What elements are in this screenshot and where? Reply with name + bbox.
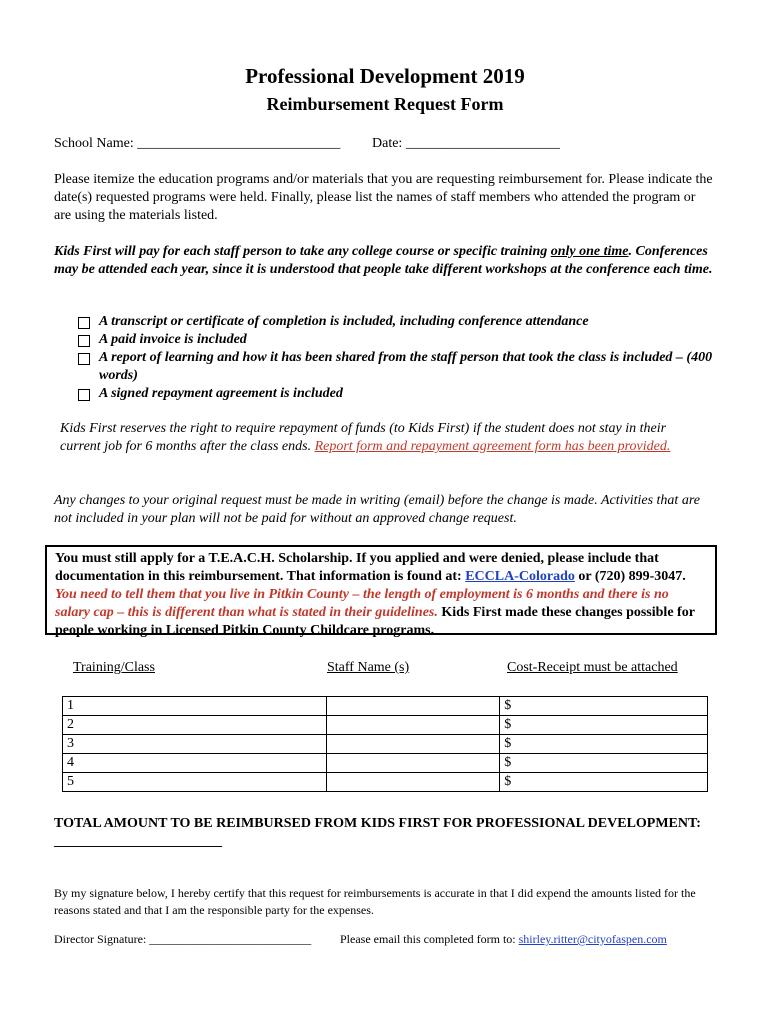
repayment-text: Kids First reserves the right to require repayment of funds (to Kids First) if the student does not stay in their current job for 6 months after the class ends. — [60, 421, 667, 454]
eccla-colorado-link[interactable]: ECCLA-Colorado — [465, 569, 575, 584]
notice-text-2: or (720) 899-3047. — [574, 569, 686, 584]
policy-text-2: . Conferences may be attended each year, since it is understood that people take different workshops at the conference each time. — [54, 244, 713, 277]
cost-cell[interactable]: $ — [500, 754, 708, 773]
training-table — [62, 696, 708, 792]
table-row — [63, 773, 708, 792]
checkbox[interactable] — [78, 335, 90, 347]
repayment-paragraph — [60, 420, 710, 456]
policy-text-1: Kids First will pay for each staff person to take any college course or specific training — [54, 244, 551, 259]
checklist-label: A paid invoice is included — [99, 332, 247, 347]
staff-cell[interactable] — [326, 697, 500, 716]
notice-text-3: Kids First made these changes possible for people working in Licensed Pitkin County Childcare programs. — [55, 605, 695, 638]
col-header-staff: Staff Name (s) — [327, 660, 410, 675]
policy-underlined: only one time — [550, 244, 629, 259]
certification-statement: By my signature below, I hereby certify that this request for reimbursements is accurate in that I did expend the amounts listed for the reasons stated and that I am the responsible party for the expenses. — [54, 886, 696, 917]
notice-red-text: You need to tell them that you live in Pitkin County – the length of employment is 6 months and there is no salary cap – this is different than what is stated in their guidelines. — [55, 587, 669, 620]
email-instruction — [340, 931, 667, 948]
checkbox[interactable] — [78, 389, 90, 401]
col-header-cost: Cost-Receipt must be attached — [507, 660, 678, 675]
training-cell[interactable]: 5 — [63, 773, 327, 792]
table-row — [63, 735, 708, 754]
checkbox[interactable] — [78, 317, 90, 329]
cost-cell[interactable]: $ — [500, 716, 708, 735]
table-row — [63, 754, 708, 773]
checklist-label: A report of learning and how it has been shared from the staff person that took the class is included – (400 words) — [99, 350, 713, 383]
requirements-checklist — [78, 313, 718, 403]
policy-paragraph — [54, 243, 714, 279]
cost-cell[interactable]: $ — [500, 735, 708, 754]
instructions-paragraph: Please itemize the education programs and/or materials that you are requesting reimbursement for. Please indicate the date(s) requested programs were held. Finally, please list the names of staff members who attended the program or are using the materials listed. — [54, 172, 713, 223]
checklist-item — [78, 313, 718, 331]
email-label: Please email this completed form to: — [340, 932, 519, 946]
teach-scholarship-notice — [45, 545, 717, 638]
staff-cell[interactable] — [326, 716, 500, 735]
checklist-item — [78, 349, 718, 385]
staff-cell[interactable] — [326, 735, 500, 754]
director-signature-field[interactable]: Director Signature: ___________________________ — [54, 932, 312, 946]
cost-cell[interactable]: $ — [500, 773, 708, 792]
total-reimbursement-field[interactable]: TOTAL AMOUNT TO BE REIMBURSED FROM KIDS FIRST FOR PROFESSIONAL DEVELOPMENT: ________________________ — [54, 816, 701, 849]
training-cell[interactable]: 2 — [63, 716, 327, 735]
staff-cell[interactable] — [326, 754, 500, 773]
checklist-label: A transcript or certificate of completion is included, including conference attendance — [99, 314, 589, 329]
training-cell[interactable]: 3 — [63, 735, 327, 754]
staff-cell[interactable] — [326, 773, 500, 792]
table-row — [63, 697, 708, 716]
date-field[interactable]: Date: ______________________ — [372, 136, 560, 151]
changes-paragraph: Any changes to your original request must be made in writing (email) before the change is made. Activities that are not included in your plan will not be paid for without an approved change request. — [54, 493, 700, 526]
notice-text-1: You must still apply for a T.E.A.C.H. Scholarship. If you applied and were denied, please include that documentation in this reimbursement. That information is found at: — [55, 551, 659, 584]
checklist-label: A signed repayment agreement is included — [99, 386, 343, 401]
col-header-training: Training/Class — [73, 660, 155, 675]
repayment-form-link[interactable]: Report form and repayment agreement form has been provided. — [314, 439, 671, 454]
page-subtitle: Reimbursement Request Form — [266, 94, 504, 114]
training-cell[interactable]: 1 — [63, 697, 327, 716]
checkbox[interactable] — [78, 353, 90, 365]
school-name-field[interactable]: School Name: _____________________________ — [54, 136, 341, 151]
training-cell[interactable]: 4 — [63, 754, 327, 773]
email-link[interactable]: shirley.ritter@cityofaspen.com — [518, 932, 667, 946]
page-title: Professional Development 2019 — [245, 64, 525, 88]
cost-cell[interactable]: $ — [500, 697, 708, 716]
table-row — [63, 716, 708, 735]
checklist-item — [78, 331, 718, 349]
checklist-item — [78, 385, 718, 403]
